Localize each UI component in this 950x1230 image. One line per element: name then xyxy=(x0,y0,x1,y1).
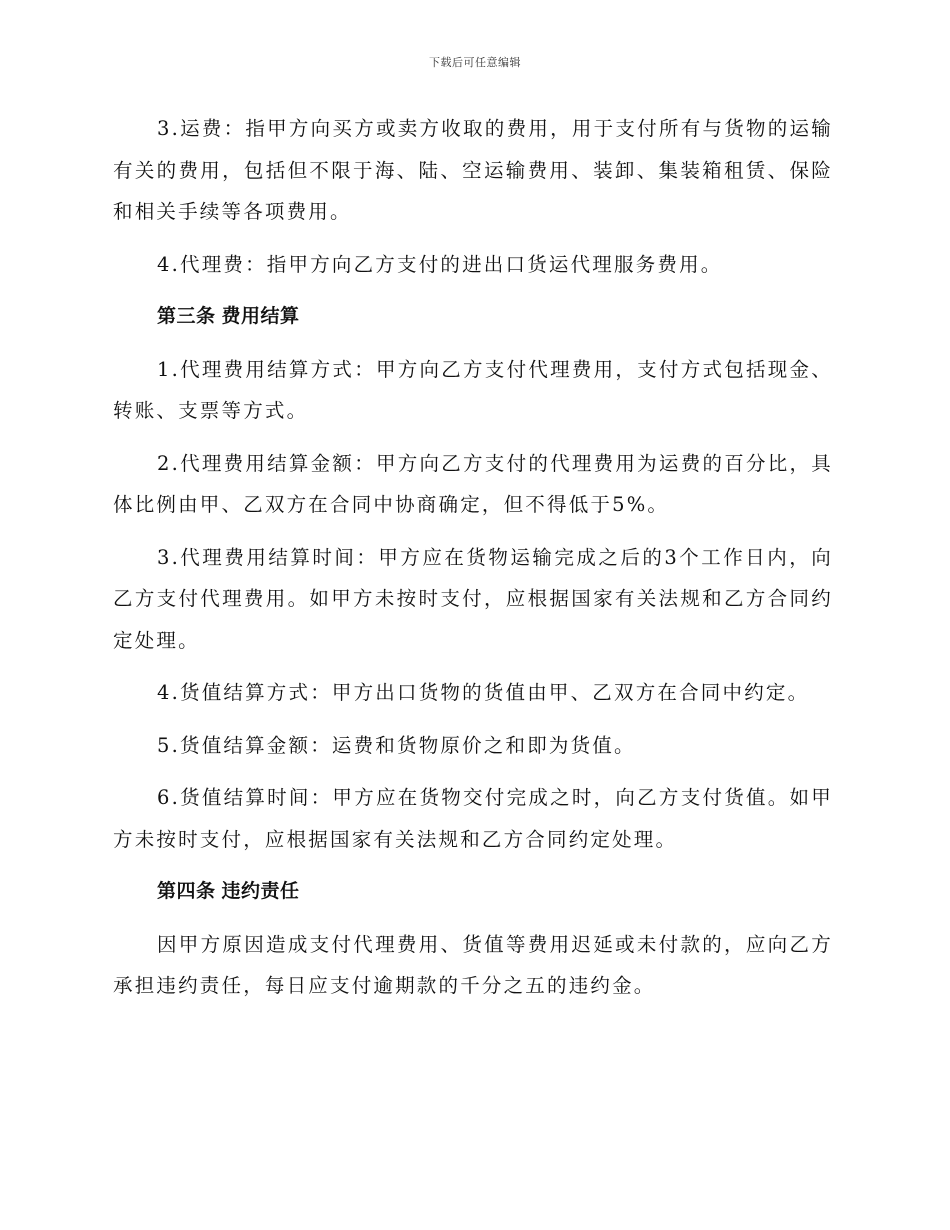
paragraph-settlement-method: 1.代理费用结算方式：甲方向乙方支付代理费用，支付方式包括现金、转账、支票等方式。 xyxy=(113,357,833,422)
page-header: 下载后可任意编辑 xyxy=(429,56,521,69)
section-title: 费用结算 xyxy=(221,305,300,327)
section-number: 第三条 xyxy=(157,305,216,327)
section-number: 第四条 xyxy=(157,880,216,902)
section-heading-article-4 xyxy=(113,871,833,913)
section-heading-article-3 xyxy=(113,296,833,338)
paragraph-goods-value-amount: 5.货值结算金额：运费和货物原价之和即为货值。 xyxy=(157,733,636,757)
document-body xyxy=(113,108,833,1018)
section-title: 违约责任 xyxy=(221,880,300,902)
paragraph-goods-value-method: 4.货值结算方式：甲方出口货物的货值由甲、乙双方在合同中约定。 xyxy=(157,681,810,704)
paragraph-settlement-time: 3.代理费用结算时间：甲方应在货物运输完成之后的3个工作日内，向乙方支付代理费用。如甲方未按时支付，应根据国家有关法规和乙方合同约定处理。 xyxy=(113,545,833,652)
paragraph-goods-value-time: 6.货值结算时间：甲方应在货物交付完成之时，向乙方支付货值。如甲方未按时支付，应根据国家有关法规和乙方合同约定处理。 xyxy=(113,786,833,851)
paragraph-agency-fee-definition: 4.代理费：指甲方向乙方支付的进出口货运代理服务费用。 xyxy=(157,252,723,276)
paragraph-settlement-amount: 2.代理费用结算金额：甲方向乙方支付的代理费用为运费的百分比，具体比例由甲、乙双方在合同中协商确定，但不得低于5%。 xyxy=(113,451,833,516)
paragraph-freight-definition: 3.运费：指甲方向买方或卖方收取的费用，用于支付所有与货物的运输有关的费用，包括但不限于海、陆、空运输费用、装卸、集装箱租赁、保险和相关手续等各项费用。 xyxy=(113,117,833,223)
paragraph-breach-liability: 因甲方原因造成支付代理费用、货值等费用迟延或未付款的，应向乙方承担违约责任，每日应支付逾期款的千分之五的违约金。 xyxy=(113,932,833,997)
